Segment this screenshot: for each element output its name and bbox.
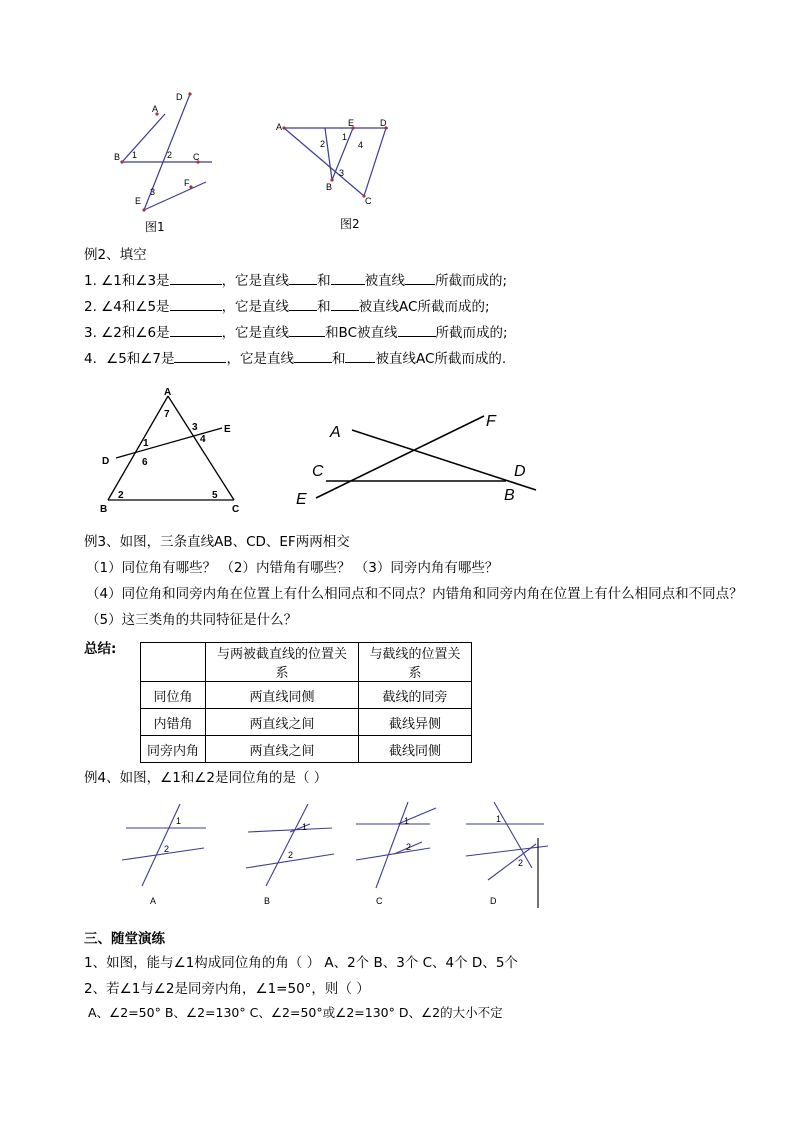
section3-question-1: 1、如图，能与∠1构成同位角的角（ ） A、2个 B、3个 C、4个 D、5个 (84, 955, 518, 971)
table-cell: 内错角 (141, 709, 206, 736)
angle-1-label: 1 (404, 816, 410, 826)
example3-question-1-3: （1）同位角有哪些？ （2）内错角有哪些？ （3）同旁内角有哪些？ (86, 560, 499, 576)
fig1-angle-2: 2 (167, 150, 173, 160)
example2-question-2: 2. ∠4和∠5是 ，它是直线 和 被直线AC所截而成的; (84, 299, 490, 315)
tri-label-e: E (224, 424, 231, 435)
fig1-angle-3: 3 (150, 187, 156, 197)
section3-question-2: 2、若∠1与∠2是同旁内角，∠1=50°，则（ ） (84, 981, 370, 997)
tri-angle-5: 5 (212, 490, 218, 501)
section3-question-2-options: A、∠2=50° B、∠2=130° C、∠2=50°或∠2=130° D、∠2的大小不定 (88, 1005, 503, 1020)
summary-header-cell: 与两被截直线的位置关系 (206, 643, 359, 682)
table-cell: 同位角 (141, 682, 206, 709)
triangle-figure (80, 384, 250, 516)
example3-question-5: （5）这三类角的共同特征是什么？ (86, 612, 298, 628)
table-cell: 两直线之间 (206, 736, 359, 763)
table-row (141, 709, 472, 736)
fig2-label-a: A (276, 122, 283, 132)
example4-option-d-figure (460, 798, 560, 910)
table-cell: 两直线同侧 (206, 682, 359, 709)
example4-heading: 例4、如图，∠1和∠2是同位角的是（ ） (84, 770, 328, 786)
summary-table (140, 642, 472, 763)
tri-angle-3: 3 (192, 422, 198, 433)
example2-question-3: 3. ∠2和∠6是 ，它是直线 和BC被直线 所截而成的; (84, 325, 508, 341)
fig2-label-e: E (348, 118, 355, 128)
angle-2-label: 2 (406, 842, 412, 852)
option-a-label: A (150, 896, 157, 906)
fig2-angle-3: 3 (339, 168, 345, 178)
angle-1-label: 1 (496, 814, 502, 824)
summary-header-row (141, 643, 472, 682)
example4-option-b-figure (240, 798, 340, 910)
table-cell: 截线的同旁 (359, 682, 472, 709)
angle-2-label: 2 (518, 858, 524, 868)
figure-1 (100, 80, 230, 230)
tri-label-c: C (232, 504, 240, 515)
lines-label-b: B (504, 487, 515, 504)
lines-label-a: A (330, 424, 341, 441)
tri-angle-1: 1 (143, 438, 149, 449)
fig2-angle-1: 1 (342, 132, 348, 142)
example2-heading: 例2、填空 (84, 247, 147, 263)
lines-label-d: D (514, 463, 526, 480)
lines-label-c: C (312, 463, 324, 480)
summary-header-cell (141, 643, 206, 682)
fig1-label-b: B (114, 152, 121, 162)
example4-option-a-figure (118, 798, 213, 910)
example3-question-4: （4）同位角和同旁内角在位置上有什么相同点和不同点？内错角和同旁内角在位置上有什么相同点和不同点？ (86, 586, 743, 602)
example3-heading: 例3、如图，三条直线AB、CD、EF两两相交 (84, 534, 350, 550)
option-c-label: C (376, 896, 383, 906)
angle-1-label: 1 (176, 816, 182, 826)
tri-angle-6: 6 (142, 457, 148, 468)
section3-heading: 三、随堂演练 (84, 931, 165, 947)
angle-1-label: 1 (302, 822, 308, 832)
summary-label: 总结: (84, 641, 117, 657)
fig2-angle-2: 2 (320, 139, 326, 149)
table-cell: 同旁内角 (141, 736, 206, 763)
fig1-angle-1: 1 (132, 150, 138, 160)
fig1-label-c: C (193, 152, 200, 162)
lines-label-e: E (296, 491, 307, 508)
example2-question-1: 1. ∠1和∠3是 ，它是直线 和 被直线 所截而成的; (84, 273, 508, 289)
tri-label-b: B (100, 504, 108, 515)
table-row (141, 736, 472, 763)
fig2-label-c: C (365, 196, 372, 206)
option-b-label: B (264, 896, 271, 906)
example4-option-c-figure (348, 798, 448, 910)
angle-2-label: 2 (164, 844, 170, 854)
fig2-angle-4: 4 (358, 140, 364, 150)
option-d-label: D (490, 896, 497, 906)
table-cell: 截线异侧 (359, 709, 472, 736)
fig2-caption: 图2 (340, 217, 360, 231)
angle-2-label: 2 (288, 850, 294, 860)
fig1-label-e: E (135, 196, 142, 206)
tri-label-a: A (164, 387, 172, 398)
fig1-label-a: A (152, 104, 159, 114)
three-lines-figure (290, 410, 550, 510)
fig2-label-d: D (380, 118, 387, 128)
tri-angle-2: 2 (118, 490, 124, 501)
table-row (141, 682, 472, 709)
tri-angle-4: 4 (200, 434, 206, 445)
fig1-caption: 图1 (145, 220, 165, 234)
tri-angle-7: 7 (164, 409, 170, 420)
fig1-label-f: F (184, 178, 190, 188)
figure-2 (270, 112, 400, 212)
table-cell: 两直线之间 (206, 709, 359, 736)
example2-question-4: 4．∠5和∠7是 ，它是直线 和 被直线AC所截而成的. (84, 351, 507, 367)
summary-header-cell: 与截线的位置关系 (359, 643, 472, 682)
tri-label-d: D (102, 456, 110, 467)
lines-label-f: F (486, 413, 496, 430)
table-cell: 截线同侧 (359, 736, 472, 763)
fig1-label-d: D (176, 92, 183, 102)
fig2-label-b: B (326, 182, 333, 192)
